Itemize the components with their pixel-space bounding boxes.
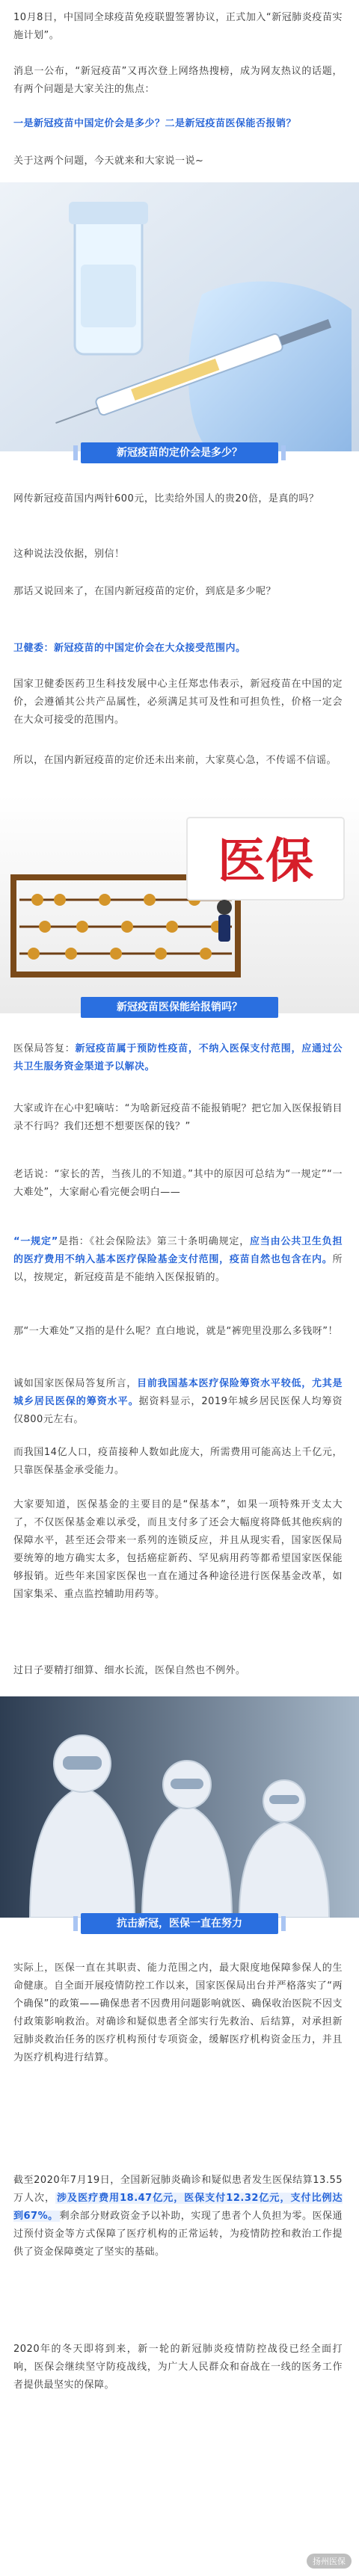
caption-price: 新冠疫苗的定价会是多少？	[81, 442, 278, 463]
nhsa-answer-text: 新冠疫苗属于预防性疫苗，不纳入医保支付范围，应通过公共卫生服务资金渠道予以解决。	[13, 1043, 343, 1072]
population-paragraph: 而我国14亿人口，疫苗接种人数如此庞大，所需费用可能高达上千亿元，只靠医保基金承受能力。	[13, 1447, 343, 1476]
medical-insurance-image	[0, 795, 359, 1013]
vaccine-syringe-image	[0, 182, 359, 451]
rule-quote: 应当由公共卫生负担的医疗费用不纳入基本医疗保险基金支付范围，疫苗自然也包含在内。	[13, 1236, 343, 1265]
funding-data: 据资料显示，2019年城乡居民医保人均筹资仅800元左右。	[13, 1396, 343, 1425]
nhsa-answer-label: 医保局答复：	[13, 1043, 76, 1054]
funding-highlight: 目前我国基本医疗保险筹资水平较低，尤其是城乡居民医保的筹资水平。	[13, 1378, 343, 1407]
price-paragraph-4: 国家卫健委医药卫生科技发展中心主任郑忠伟表示，新冠疫苗在中国的定价，会遵循其公共产品属性，必须满足其可及性和可担负性，价格一定会在大众可接受的范围内。	[13, 679, 343, 726]
reimburse-paragraph-2: 老话说：“家长的苦，当孩儿的不知道。”其中的原因可总结为“一规定”“一大难处”，大家耐心看完便会明白——	[13, 1169, 343, 1198]
settlement-highlight: 涉及医疗费用18.47亿元，医保支付12.32亿元，支付比例达到67%。	[13, 2193, 343, 2222]
rule-conclusion: 所以，按规定，新冠疫苗是不能纳入医保报销的。	[13, 1254, 343, 1283]
funding-intro: 诚如国家医保局答复所言，	[13, 1378, 138, 1389]
price-paragraph-2: 这种说法没依据，别信！	[13, 549, 125, 560]
rule-intro: 是指：《社会保险法》第三十条明确规定，	[58, 1236, 251, 1247]
intro-paragraph-2: 消息一公布，“新冠疫苗”又再次登上网络热搜榜，成为网友热议的话题，有两个问题是大家关注的焦点：	[13, 66, 343, 95]
settlement-conclusion: 剩余部分财政资金予以补助，实现了患者个人负担为零。医保通过预付资金等方式保障了医疗机构的正常运转，为疫情防控和救治工作提供了资金保障奠定了坚实的基础。	[13, 2211, 343, 2258]
watermark: 扬州医保	[307, 2554, 352, 2569]
medical-workers-image	[0, 1696, 359, 1918]
settlement-intro: 截至2020年7月19日，全国新冠肺炎确诊和疑似患者发生医保结算13.55万人次，	[13, 2175, 343, 2204]
funding-paragraph	[13, 1375, 343, 1429]
fund-purpose-paragraph: 大家要知道，医保基金的主要目的是“保基本”，如果一项特殊开支太大了，不仅医保基金难以承受，而且支付多了还会大幅度将降低其他疾病的保障水平，甚至还会带来一系列的连锁反应，并且从现实看，国家医保局要统筹的地方确实太多，包括癌症新药、罕见病用药等都希望国家医保能够报销。近些年来国家医保也一直在通过各种途径进行医保基金改革，如国家集采、重点监控辅助用药等。	[13, 1499, 343, 1600]
intro-paragraph-1: 10月8日，中国同全球疫苗免疫联盟签署协议，正式加入“新冠肺炎疫苗实施计划”。	[13, 12, 343, 41]
nhsa-answer-paragraph	[13, 1040, 343, 1076]
caption-reimbursement: 新冠疫苗医保能给报销吗？	[81, 997, 278, 1018]
price-paragraph-5: 所以，在国内新冠疫苗的定价还未出来前，大家莫心急，不传谣不信谣。	[13, 755, 337, 766]
caption-fight: 抗击新冠，医保一直在努力	[81, 1913, 278, 1934]
nhc-statement: 卫健委：新冠疫苗的中国定价会在大众接受范围内。	[13, 643, 246, 654]
price-paragraph-1: 网传新冠疫苗国内两针600元，比卖给外国人的贵20倍，是真的吗？	[13, 493, 319, 504]
insurance-sign-text: 医保	[218, 834, 313, 889]
settlement-paragraph	[13, 2172, 343, 2261]
difficulty-paragraph: 那“一大难处”又指的是什么呢？直白地说，就是“裤兜里没那么多钱呀”！	[13, 1326, 338, 1337]
key-questions: 一是新冠疫苗中国定价会是多少？二是新冠疫苗医保能否报销？	[13, 118, 297, 129]
budget-paragraph: 过日子要精打细算、细水长流，医保自然也不例外。	[13, 1665, 246, 1676]
reimburse-paragraph-1: 大家或许在心中犯嘀咕：“为啥新冠疫苗不能报销呢？把它加入医保报销目录不行吗？我们还想不想要医保的钱？”	[13, 1103, 343, 1132]
rule-paragraph	[13, 1233, 343, 1287]
fight-paragraph-1: 实际上，医保一直在其职责、能力范围之内，最大限度地保障参保人的生命健康。自全面开展疫情防控工作以来，国家医保局出台并严格落实了“两个确保”的政策——确保患者不因费用问题影响就医、确保收治医院不因支付政策影响救治。对确诊和疑似患者全部实行先救治、后结算，对承担新冠肺炎救治任务的医疗机构预付专项资金，缓解医疗机构资金压力，并且为医疗机构进行结算。	[13, 1962, 343, 2063]
intro-paragraph-3: 关于这两个问题，今天就来和大家说一说~	[13, 155, 204, 167]
rule-label: “一规定”	[13, 1236, 58, 1247]
price-paragraph-3: 那话又说回来了，在国内新冠疫苗的定价，到底是多少呢？	[13, 586, 277, 597]
closing-paragraph: 2020年的冬天即将到来，新一轮的新冠肺炎疫情防控战役已经全面打响，医保会继续坚守防疫战线，为广大人民群众和奋战在一线的医务工作者提供最坚实的保障。	[13, 2344, 343, 2391]
